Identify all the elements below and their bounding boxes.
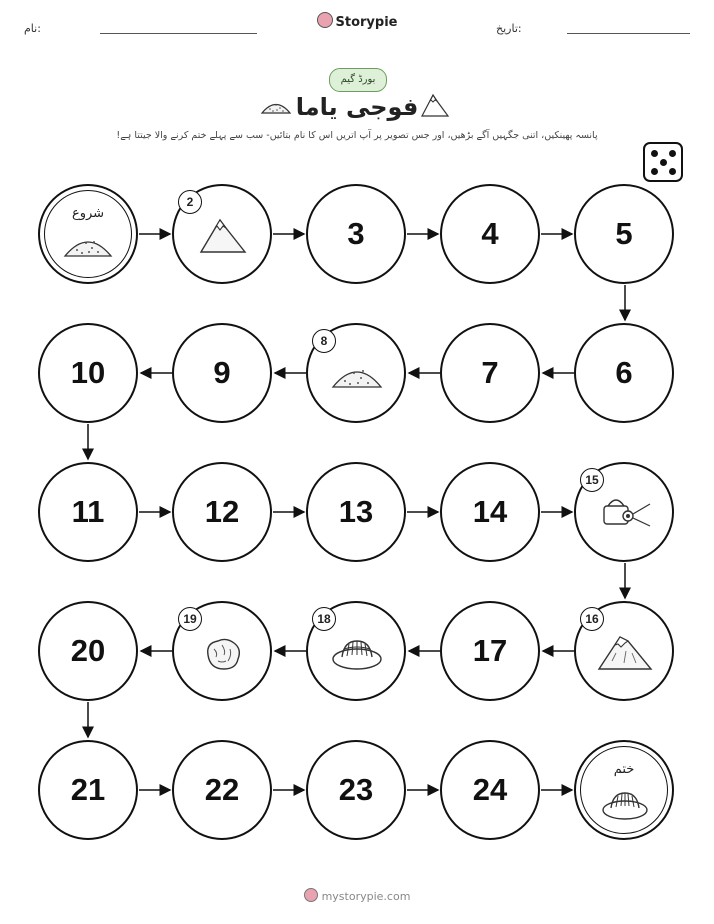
space-number: 11 [71, 494, 105, 529]
board-space-21[interactable] [38, 740, 138, 840]
mountain-icon [198, 214, 248, 256]
space-number: 21 [70, 772, 106, 807]
space-number: 23 [338, 772, 374, 807]
sand-pile-icon [330, 359, 384, 391]
space-number-badge: 19 [178, 607, 202, 631]
space-number: 7 [481, 355, 499, 390]
footer-url[interactable]: mystorypie.com [321, 890, 411, 903]
board-space-9[interactable] [172, 323, 272, 423]
space-number-badge: 16 [580, 607, 604, 631]
rock-icon [202, 635, 244, 673]
instructions: پانسہ پھینکیں، اتنی جگہیں آگے بڑھیں، اور جس تصویر پر آپ اتریں اس کا نام بتائیں- سب سے پہلے ختم کرنے والا جیتتا ہے! [116, 130, 598, 141]
space-number-badge: 18 [312, 607, 336, 631]
space-number: 20 [70, 633, 106, 668]
board-space-7[interactable] [440, 323, 540, 423]
board-space-20[interactable] [38, 601, 138, 701]
board-space-23[interactable] [306, 740, 406, 840]
board-space-14[interactable] [440, 462, 540, 562]
space-number: 13 [338, 494, 374, 529]
start-space[interactable] [38, 184, 138, 284]
board-space-11[interactable] [38, 462, 138, 562]
brand-name: Storypie [335, 15, 398, 30]
board-space-12[interactable] [172, 462, 272, 562]
mountain-icon [596, 631, 654, 673]
board-space-18[interactable] [306, 601, 406, 701]
board-space-22[interactable] [172, 740, 272, 840]
board-space-16[interactable] [574, 601, 674, 701]
space-number: 3 [347, 216, 365, 251]
space-number: 9 [213, 355, 231, 390]
board-space-17[interactable] [440, 601, 540, 701]
space-number: 6 [615, 355, 633, 390]
board-space-6[interactable] [574, 323, 674, 423]
bear-logo-icon [304, 888, 318, 902]
space-number: 12 [204, 494, 240, 529]
space-number: 22 [204, 772, 240, 807]
sandal-icon [600, 786, 650, 822]
board-space-4[interactable] [440, 184, 540, 284]
title-text: فوجی یاما [295, 93, 419, 121]
board-space-19[interactable] [172, 601, 272, 701]
space-number: 14 [472, 494, 508, 529]
board-space-2[interactable] [172, 184, 272, 284]
space-number-badge: 15 [580, 468, 604, 492]
name-label: نام: [24, 22, 41, 35]
sandal-icon [330, 633, 384, 673]
date-label: تاریخ: [496, 22, 522, 35]
camera-icon [600, 494, 654, 534]
sand-pile-icon [62, 230, 114, 260]
space-number: 24 [472, 772, 508, 807]
board-game-badge: بورڈ گیم [329, 68, 387, 92]
space-number: 17 [472, 633, 508, 668]
space-number: 5 [615, 216, 633, 251]
footer [0, 888, 714, 903]
finish-label: ختم [613, 762, 635, 777]
space-number-badge: 8 [312, 329, 336, 353]
space-number-badge: 2 [178, 190, 202, 214]
space-number: 4 [481, 216, 499, 251]
board-space-24[interactable] [440, 740, 540, 840]
board-space-8[interactable] [306, 323, 406, 423]
start-label: شروع [71, 206, 105, 221]
space-number: 10 [70, 355, 106, 390]
board-space-15[interactable] [574, 462, 674, 562]
board-space-10[interactable] [38, 323, 138, 423]
board-space-13[interactable] [306, 462, 406, 562]
board-space-5[interactable] [574, 184, 674, 284]
finish-space[interactable] [574, 740, 674, 840]
board-space-3[interactable] [306, 184, 406, 284]
